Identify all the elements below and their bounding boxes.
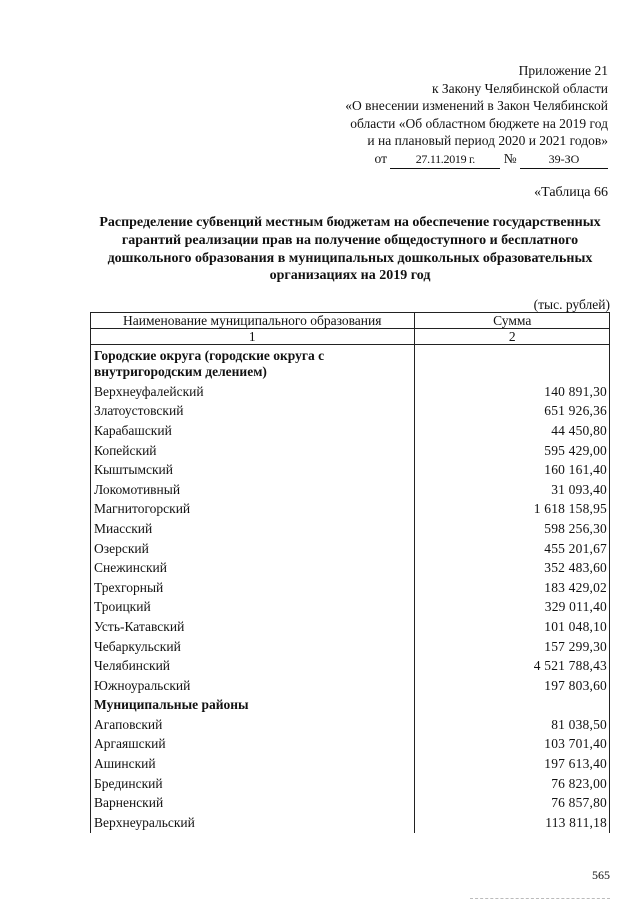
table-row — [91, 735, 610, 755]
footer-line — [470, 898, 610, 899]
table-row — [91, 382, 610, 402]
subvention-amount: 183 429,02 — [414, 578, 609, 598]
law-number: 39-ЗО — [520, 151, 608, 170]
table-row — [91, 676, 610, 696]
table-row — [91, 460, 610, 480]
subvention-amount: 103 701,40 — [414, 735, 609, 755]
appendix-line: области «Об областном бюджете на 2019 год — [350, 115, 608, 131]
subvention-amount: 160 161,40 — [414, 460, 609, 480]
law-date: 27.11.2019 г. — [390, 151, 500, 170]
table-row — [91, 441, 610, 461]
column-number-1: 1 — [91, 329, 415, 345]
municipality-name: Кыштымский — [91, 460, 415, 480]
column-header-name: Наименование муниципального образования — [91, 313, 415, 329]
subvention-amount: 1 618 158,95 — [414, 500, 609, 520]
document-title: Распределение субвенций местным бюджетам на обеспечение государственных гарантий реализации прав на получение общедоступного и бесплатного дошкольного образования в муниципальных дошкольных образовательных организациях на 2019 год — [99, 215, 601, 284]
table-row — [91, 598, 610, 618]
table-row — [91, 774, 610, 794]
subvention-amount: 76 857,80 — [414, 793, 609, 813]
table-row — [91, 519, 610, 539]
table-label: «Таблица 66 — [534, 185, 608, 200]
subvention-amount: 44 450,80 — [414, 421, 609, 441]
table-header-row — [91, 313, 610, 329]
municipality-name: Чебаркульский — [91, 637, 415, 657]
municipality-name: Агаповский — [91, 715, 415, 735]
municipality-name: Верхнеуфалейский — [91, 382, 415, 402]
appendix-line: к Закону Челябинской области — [431, 80, 608, 96]
municipality-name: Ашинский — [91, 754, 415, 774]
table-row — [91, 539, 610, 559]
subvention-amount: 651 926,36 — [414, 402, 609, 422]
appendix-line: «О внесении изменений в Закон Челябинской — [345, 98, 608, 113]
subvention-amount: 157 299,30 — [414, 637, 609, 657]
municipality-name: Магнитогорский — [91, 500, 415, 520]
subvention-amount: 76 823,00 — [414, 774, 609, 794]
subvention-amount: 595 429,00 — [414, 441, 609, 461]
subvention-amount: 598 256,30 — [414, 519, 609, 539]
subvention-amount: 4 521 788,43 — [414, 656, 609, 676]
appendix-line: Приложение 21 — [518, 63, 608, 78]
municipality-name: Трехгорный — [91, 578, 415, 598]
subvention-amount: 101 048,10 — [414, 617, 609, 637]
subvention-amount: 31 093,40 — [414, 480, 609, 500]
table-row — [91, 500, 610, 520]
municipality-name: Троицкий — [91, 598, 415, 618]
municipality-name: Верхнеуральский — [91, 813, 415, 833]
group-title: Городские округа (городские округа с внутригородским делением) — [91, 345, 415, 383]
page-number: 565 — [592, 868, 610, 882]
units-label: (тыс. рублей) — [533, 297, 610, 312]
table-row — [91, 715, 610, 735]
column-number-row — [91, 329, 610, 345]
municipality-name: Карабашский — [91, 421, 415, 441]
group-amount-empty — [414, 345, 609, 383]
appendix-header — [288, 62, 608, 169]
subvention-amount: 352 483,60 — [414, 558, 609, 578]
number-label: № — [503, 150, 517, 166]
subvention-amount: 197 613,40 — [414, 754, 609, 774]
group-row — [91, 696, 610, 716]
municipality-name: Миасский — [91, 519, 415, 539]
table-row — [91, 402, 610, 422]
group-amount-empty — [414, 696, 609, 716]
municipality-name: Варненский — [91, 793, 415, 813]
municipality-name: Копейский — [91, 441, 415, 461]
appendix-line: и на плановый период 2020 и 2021 годов» — [367, 133, 608, 148]
subvention-amount: 455 201,67 — [414, 539, 609, 559]
subvention-amount: 81 038,50 — [414, 715, 609, 735]
municipality-name: Локомотивный — [91, 480, 415, 500]
table-body — [91, 345, 610, 833]
from-label: от — [374, 150, 387, 166]
subvention-amount: 329 011,40 — [414, 598, 609, 618]
subventions-table — [90, 312, 610, 833]
table-row — [91, 558, 610, 578]
municipality-name: Усть-Катавский — [91, 617, 415, 637]
table-row — [91, 421, 610, 441]
subvention-amount: 140 891,30 — [414, 382, 609, 402]
table-row — [91, 656, 610, 676]
table-row — [91, 480, 610, 500]
group-title: Муниципальные районы — [91, 696, 415, 716]
column-number-2: 2 — [414, 329, 609, 345]
column-header-amount: Сумма — [414, 313, 609, 329]
table-row — [91, 793, 610, 813]
municipality-name: Аргаяшский — [91, 735, 415, 755]
municipality-name: Брединский — [91, 774, 415, 794]
municipality-name: Златоустовский — [91, 402, 415, 422]
municipality-name: Озерский — [91, 539, 415, 559]
group-row — [91, 345, 610, 383]
municipality-name: Снежинский — [91, 558, 415, 578]
table-row — [91, 578, 610, 598]
municipality-name: Южноуральский — [91, 676, 415, 696]
subvention-amount: 113 811,18 — [414, 813, 609, 833]
table-row — [91, 813, 610, 833]
table-row — [91, 617, 610, 637]
municipality-name: Челябинский — [91, 656, 415, 676]
table-row — [91, 637, 610, 657]
table-row — [91, 754, 610, 774]
law-date-number — [288, 150, 608, 170]
subvention-amount: 197 803,60 — [414, 676, 609, 696]
